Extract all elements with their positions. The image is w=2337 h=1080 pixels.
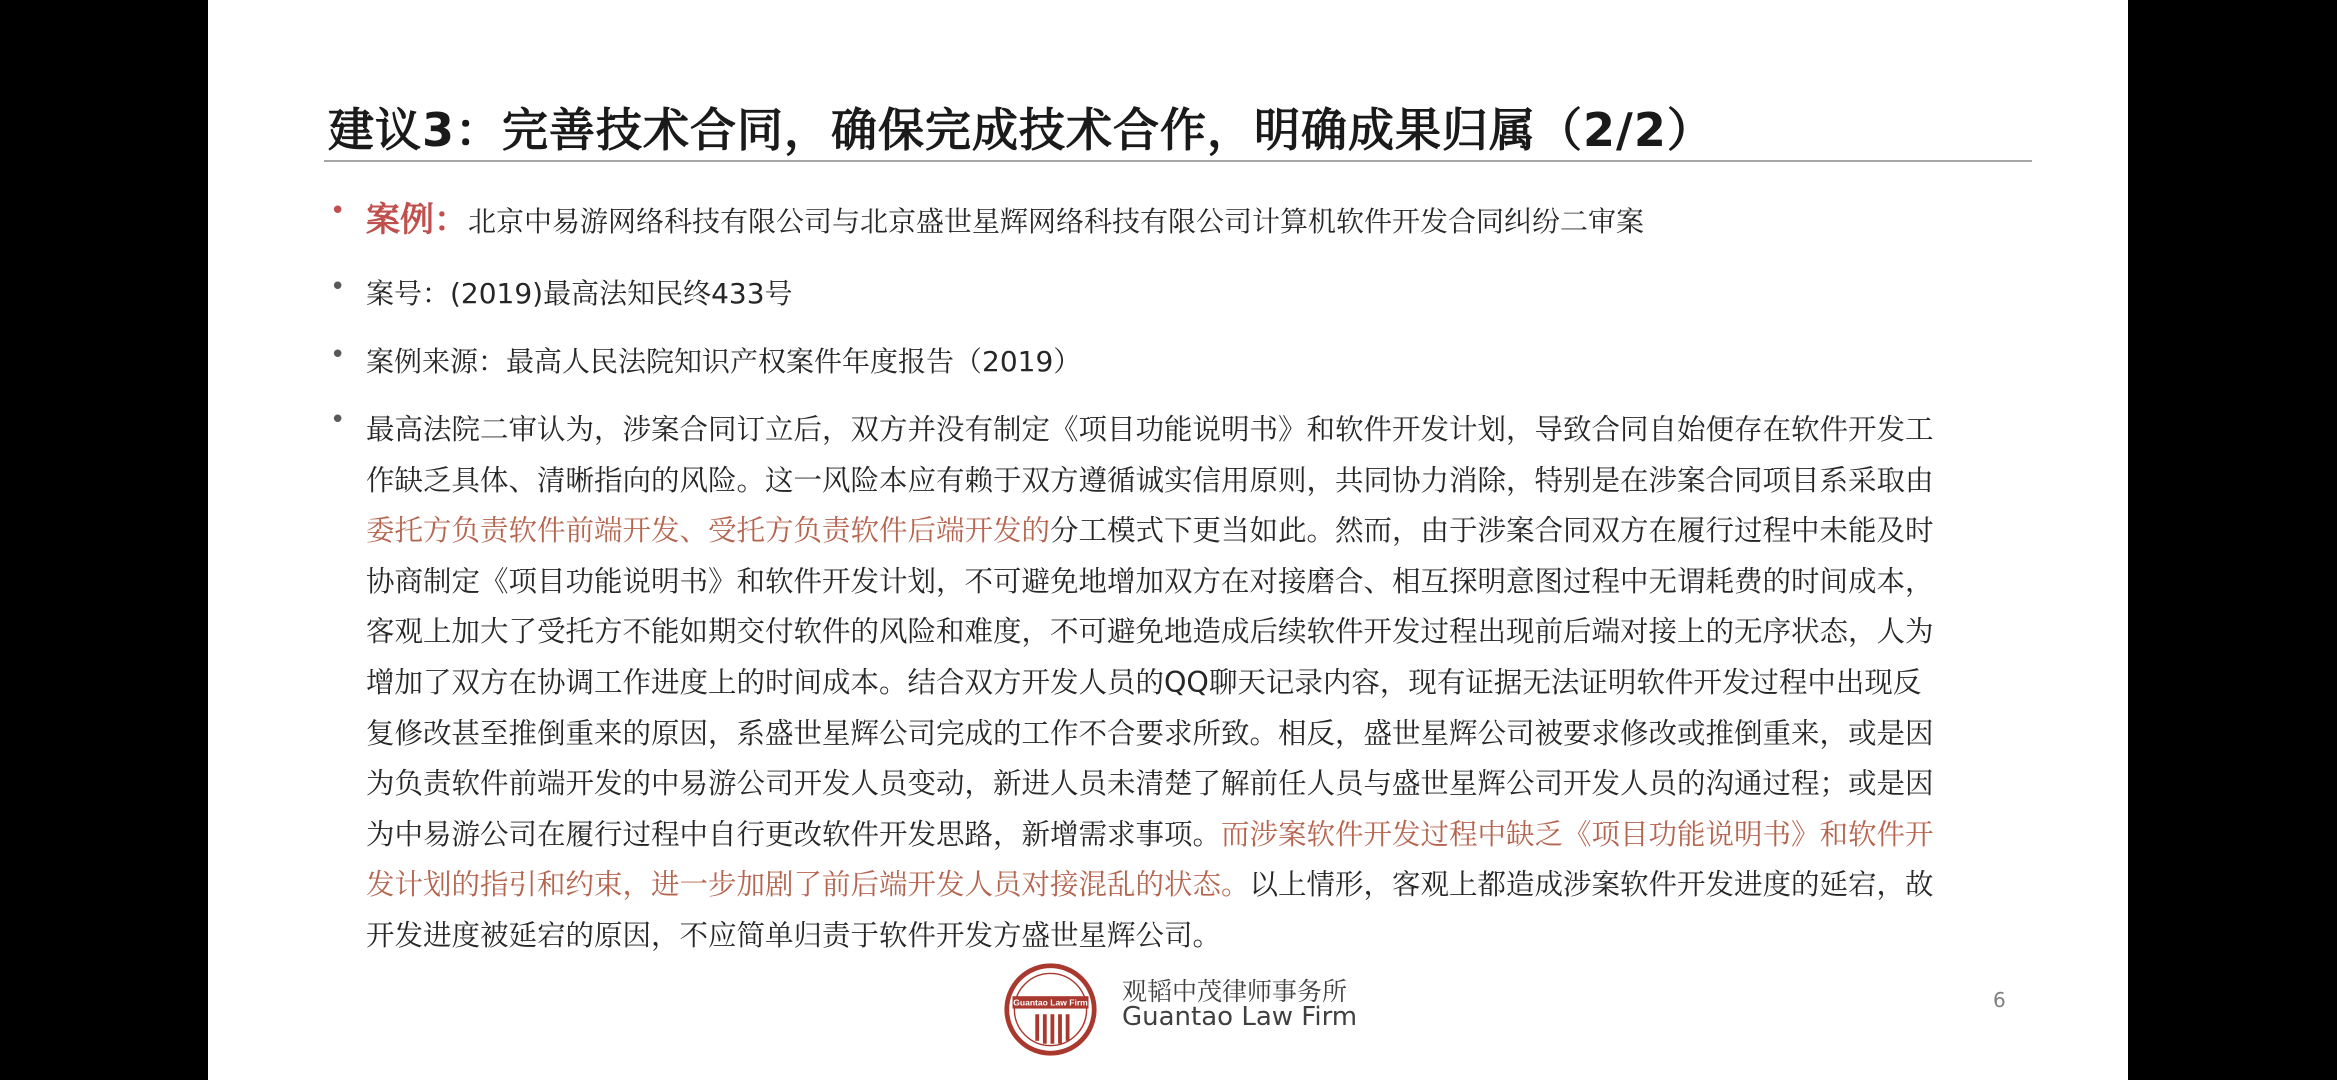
logo-text: Guantao Law Firm (1013, 997, 1088, 1008)
case-title: 北京中易游网络科技有限公司与北京盛世星辉网络科技有限公司计算机软件开发合同纠纷二审案 (468, 205, 1645, 238)
case-source: 案例来源：最高人民法院知识产权案件年度报告（2019） (366, 345, 1082, 378)
firm-name-cn: 观韬中茂律师事务所 (1122, 977, 1348, 1006)
firm-logo-icon (1003, 962, 1098, 1057)
title-divider (324, 160, 2032, 162)
court-opinion-paragraph (366, 405, 1946, 962)
page-number: 6 (1993, 988, 2006, 1012)
bullet-dot-icon: • (330, 405, 346, 435)
opinion-highlight-2: 而涉案软件开发过程中缺乏《项目功能说明书》和软件开发计划的指引和约束，进一步加剧了前后端开发人员对接混乱的状态。 (366, 817, 1934, 902)
bullet-dot-icon: • (330, 340, 346, 370)
slide-title: 建议3：完善技术合同，确保完成技术合作，明确成果归属（2/2） (328, 103, 1714, 157)
opinion-text-1: 最高法院二审认为，涉案合同订立后，双方并没有制定《项目功能说明书》和软件开发计划，导致合同自始便存在软件开发工作缺乏具体、清晰指向的风险。这一风险本应有赖于双方遵循诚实信用原则，共同协力消除，特别是在涉案合同项目系采取由 (366, 413, 1934, 497)
bullet-dot-icon: • (330, 272, 346, 302)
opinion-highlight-1: 委托方负责软件前端开发、受托方负责软件后端开发的 (366, 514, 1051, 548)
case-number: 案号：(2019)最高法知民终433号 (366, 277, 793, 310)
bullet-dot-icon: • (330, 196, 346, 226)
bullet-case-text (366, 192, 1644, 241)
opinion-text-3: 以上情形，客观上都造成涉案软件开发进度的延宕，故开发进度被延宕的原因，不应简单归责于软件开发方盛世星辉公司。 (366, 868, 1934, 952)
opinion-text-2: 分工模式下更当如此。然而，由于涉案合同双方在履行过程中未能及时协商制定《项目功能说明书》和软件开发计划，不可避免地增加双方在对接磨合、相互探明意图过程中无谓耗费的时间成本，客观上加大了受托方不能如期交付软件的风险和难度，不可避免地造成后续软件开发过程出现前后端对接上的无序状态，人为增加了双方在协调工作进度上的时间成本。结合双方开发人员的QQ聊天记录内容，现有证据无法证明软件开发过程中出现反复修改甚至推倒重来的原因，系盛世星辉公司完成的工作不合要求所致。相反，盛世星辉公司被要求修改或推倒重来，或是因为负责软件前端开发的中易游公司开发人员变动，新进人员未清楚了解前任人员与盛世星辉公司开发人员的沟通过程；或是因为中易游公司在履行过程中自行更改软件开发思路，新增需求事项。 (366, 514, 1934, 851)
slide (208, 0, 2128, 1080)
case-label: 案例： (366, 200, 468, 240)
firm-name-en: Guantao Law Firm (1122, 1002, 1358, 1032)
